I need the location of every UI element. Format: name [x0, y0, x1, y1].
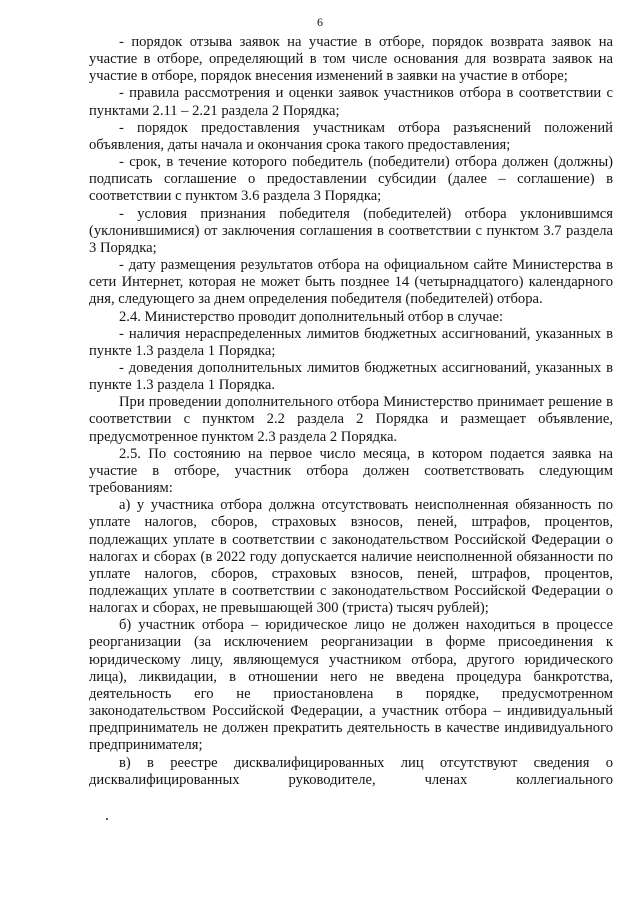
- paragraph-requirement-b: б) участник отбора – юридическое лицо не должен находиться в процессе реорганизации (за исключением реорганизации в форме присоединения к юридическому лицу, являющемуся участником отбора, другого юридического лица), ликвидации, в отношении него не введена процедура банкротства, деятельность его не приостановлена в порядке, предусмотренном законодательством Российской Федерации, а участник отбора – индивидуальный предприниматель не должен прекратить деятельность в качестве индивидуального предпринимателя;: [89, 617, 613, 754]
- scan-dot: [106, 818, 108, 820]
- document-body: [89, 34, 613, 789]
- paragraph-section-2-5: 2.5. По состоянию на первое число месяца, в котором подается заявка на участие в отборе, участник отбора должен соответствовать следующим требованиям:: [89, 445, 613, 497]
- paragraph-signing-deadline: - срок, в течение которого победитель (победители) отбора должен (должны) подписать соглашение о предоставлении субсидии (далее – соглашение) в соответствии с пунктом 3.6 раздела 3 Порядка;: [89, 154, 613, 205]
- page-number: 6: [317, 15, 323, 29]
- paragraph-additional-selection: При проведении дополнительного отбора Министерство принимает решение в соответствии с пунктом 2.2 раздела 2 Порядка и размещает объявление, предусмотренное пунктом 2.3 раздела 2 Порядка.: [89, 394, 613, 445]
- paragraph-additional-limits: - доведения дополнительных лимитов бюджетных ассигнований, указанных в пункте 1.3 раздела 1 Порядка.: [89, 359, 613, 394]
- paragraph-evaluation-rules: - правила рассмотрения и оценки заявок участников отбора в соответствии с пунктами 2.11 – 2.21 раздела 2 Порядка;: [89, 85, 613, 119]
- paragraph-undistributed-limits: - наличия нераспределенных лимитов бюджетных ассигнований, указанных в пункте 1.3 раздела 1 Порядка;: [89, 325, 613, 359]
- paragraph-withdrawal-order: - порядок отзыва заявок на участие в отборе, порядок возврата заявок на участие в отборе, определяющий в том числе основания для возврата заявок на участие в отборе, порядок внесения изменений в заявки на участие в отборе;: [89, 34, 613, 85]
- paragraph-results-date: - дату размещения результатов отбора на официальном сайте Министерства в сети Интернет, которая не может быть позднее 14 (четырнадцатого) календарного дня, следующего за днем определения победителя (победителей) отбора.: [89, 257, 613, 308]
- paragraph-clarification-order: - порядок предоставления участникам отбора разъяснений положений объявления, даты начала и окончания срока такого предоставления;: [89, 119, 613, 153]
- paragraph-requirement-a: а) у участника отбора должна отсутствовать неисполненная обязанность по уплате налогов, сборов, страховых взносов, пеней, штрафов, процентов, подлежащих уплате в соответствии с законодательством Российской Федерации о налогах и сборах (в 2022 году допускается наличие неисполненной обязанности по уплате налогов, сборов, страховых взносов, пеней, штрафов, процентов, подлежащих уплате в соответствии с законодательством Российской Федерации о налогах и сборах, не превышающей 300 (триста) тысяч рублей);: [89, 497, 613, 617]
- paragraph-evasion-conditions: - условия признания победителя (победителей) отбора уклонившимся (уклонившимися) от заключения соглашения в соответствии с пунктом 3.7 раздела 3 Порядка;: [89, 205, 613, 256]
- paragraph-section-2-4: 2.4. Министерство проводит дополнительный отбор в случае:: [119, 308, 503, 325]
- paragraph-requirement-v: в) в реестре дисквалифицированных лиц отсутствуют сведения о дисквалифицированных руководителе, членах коллегиального: [89, 754, 613, 788]
